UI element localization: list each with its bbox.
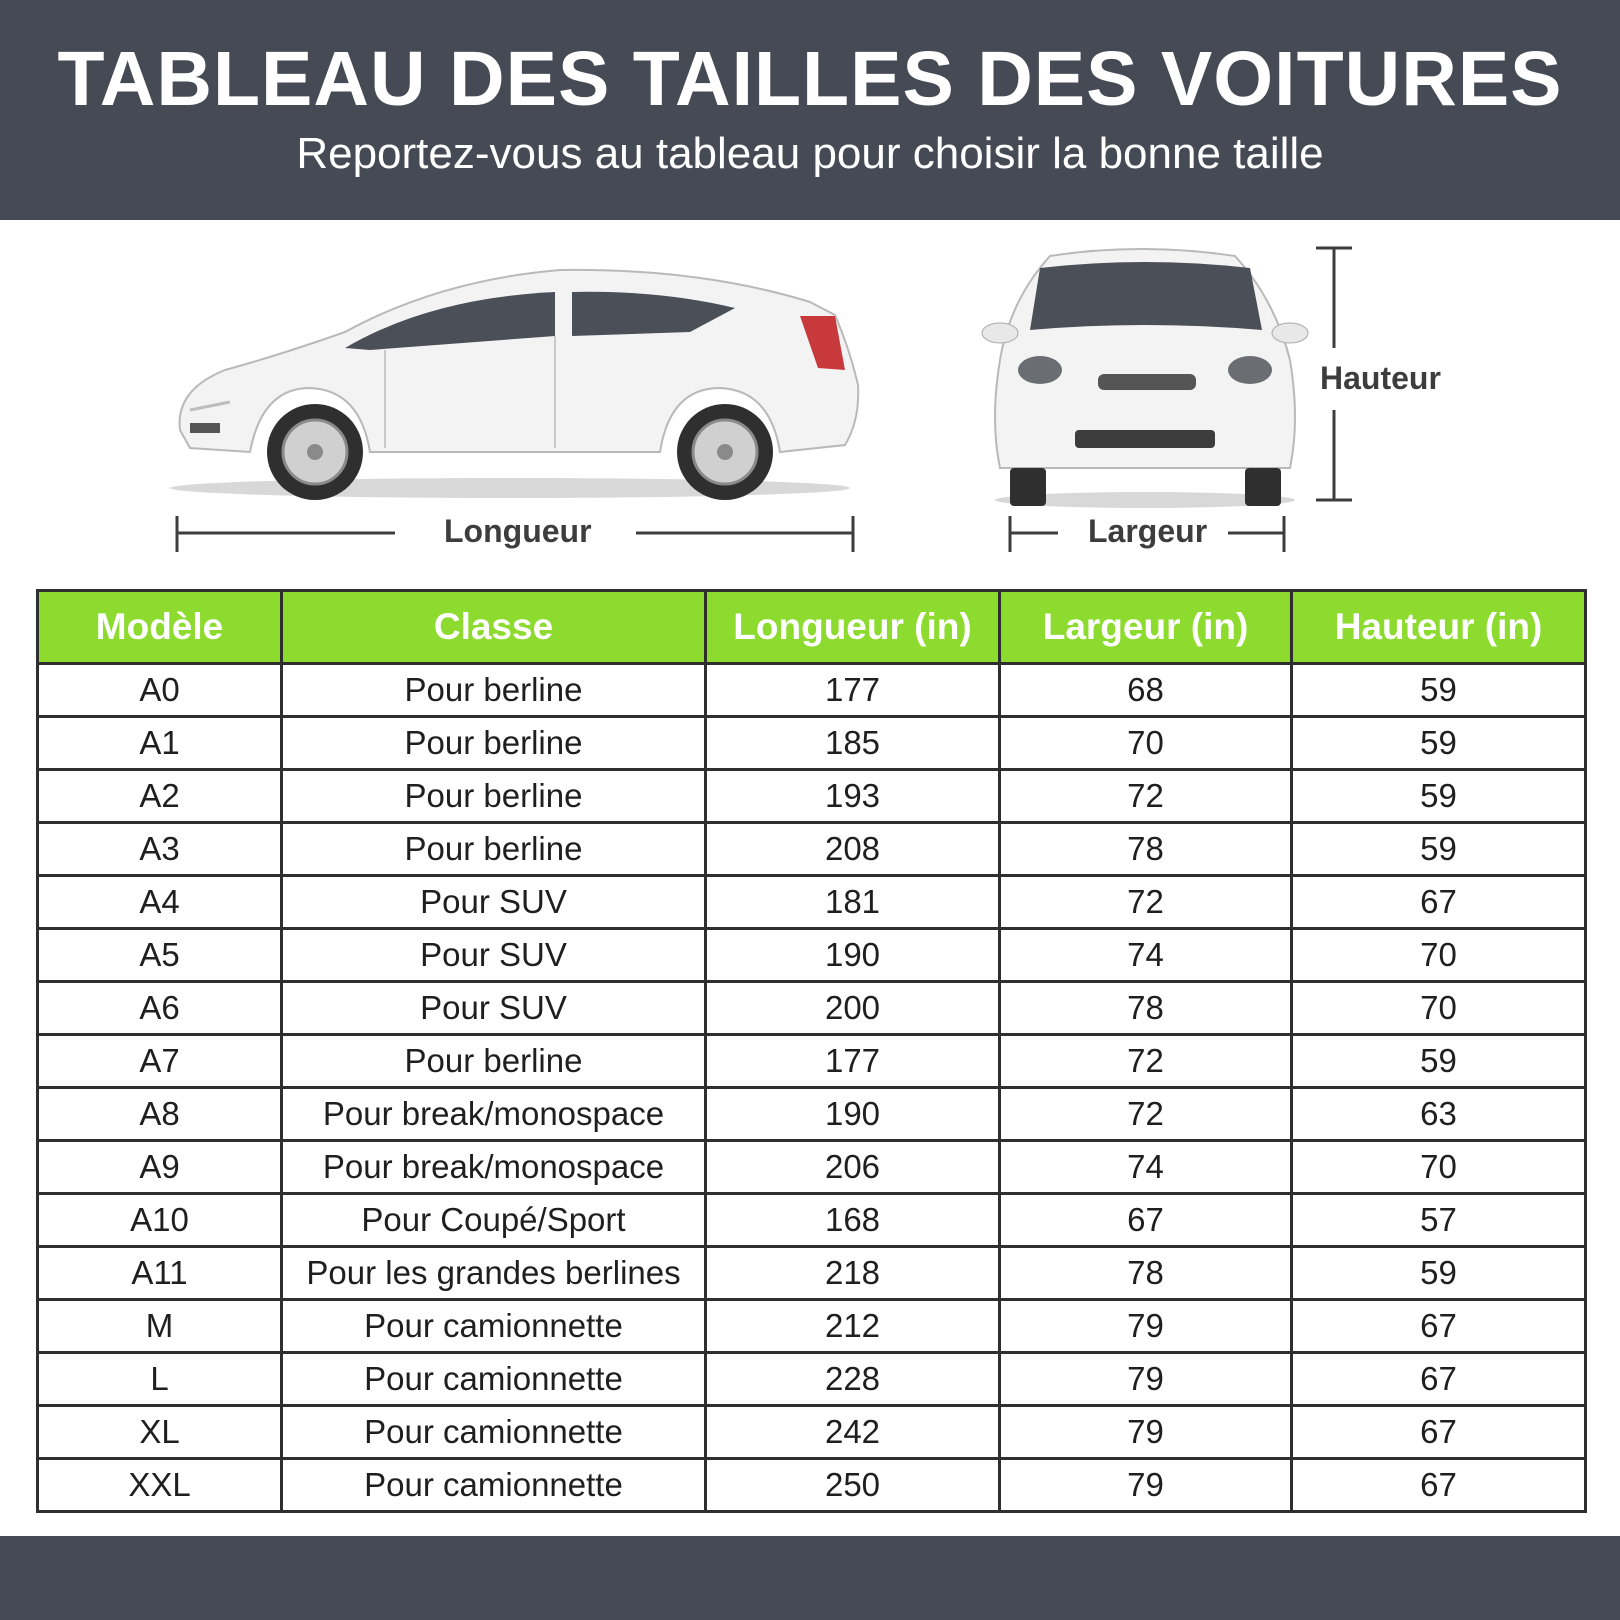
table-cell: Pour berline [282,1035,706,1088]
table-cell: 177 [706,664,1000,717]
table-cell: 67 [1292,1459,1586,1512]
table-cell: 79 [1000,1300,1292,1353]
table-cell: Pour Coupé/Sport [282,1194,706,1247]
table-cell: 228 [706,1353,1000,1406]
table-cell: 190 [706,1088,1000,1141]
table-cell: 190 [706,929,1000,982]
table-cell: 67 [1292,1353,1586,1406]
table-cell: Pour berline [282,664,706,717]
table-cell: A8 [38,1088,282,1141]
table-cell: 218 [706,1247,1000,1300]
table-cell: 74 [1000,1141,1292,1194]
table-cell: 59 [1292,1035,1586,1088]
column-header: Modèle [38,591,282,664]
table-cell: 72 [1000,1088,1292,1141]
table-cell: A3 [38,823,282,876]
page-subtitle: Reportez-vous au tableau pour choisir la bonne taille [296,129,1324,178]
column-header: Longueur (in) [706,591,1000,664]
table-cell: A1 [38,717,282,770]
table-cell: 250 [706,1459,1000,1512]
table-cell: Pour break/monospace [282,1088,706,1141]
table-cell: 67 [1292,876,1586,929]
car-illustration-svg [0,220,1620,580]
table-cell: 181 [706,876,1000,929]
table-cell: 59 [1292,1247,1586,1300]
table-row [38,823,1586,876]
table-cell: 78 [1000,1247,1292,1300]
table-row [38,1459,1586,1512]
width-label: Largeur [1078,513,1217,550]
table-cell: L [38,1353,282,1406]
table-cell: Pour SUV [282,929,706,982]
table-cell: XXL [38,1459,282,1512]
footer-bar [0,1536,1620,1620]
height-label: Hauteur [1310,360,1451,397]
table-cell: 206 [706,1141,1000,1194]
table-cell: 68 [1000,664,1292,717]
table-cell: M [38,1300,282,1353]
table-cell: 78 [1000,982,1292,1035]
table-cell: Pour camionnette [282,1406,706,1459]
table-cell: Pour camionnette [282,1300,706,1353]
table-cell: Pour camionnette [282,1459,706,1512]
column-header: Hauteur (in) [1292,591,1586,664]
table-cell: Pour berline [282,823,706,876]
table-cell: 79 [1000,1406,1292,1459]
table-cell: Pour break/monospace [282,1141,706,1194]
table-body [38,664,1586,1512]
table-cell: A10 [38,1194,282,1247]
table-cell: Pour les grandes berlines [282,1247,706,1300]
table-row [38,664,1586,717]
table-row [38,1406,1586,1459]
table-cell: Pour SUV [282,876,706,929]
table-cell: Pour camionnette [282,1353,706,1406]
table-row [38,1141,1586,1194]
table-cell: 72 [1000,770,1292,823]
size-table [36,589,1587,1513]
table-cell: 242 [706,1406,1000,1459]
table-cell: 70 [1292,982,1586,1035]
table-cell: A6 [38,982,282,1035]
table-row [38,1353,1586,1406]
table-cell: 212 [706,1300,1000,1353]
table-cell: A9 [38,1141,282,1194]
table-cell: 78 [1000,823,1292,876]
table-cell: 72 [1000,1035,1292,1088]
table-row [38,1088,1586,1141]
table-cell: 79 [1000,1459,1292,1512]
table-cell: A2 [38,770,282,823]
table-cell: Pour berline [282,717,706,770]
table-row [38,770,1586,823]
table-cell: A0 [38,664,282,717]
car-dimensions-illustration [0,220,1620,580]
table-cell: 67 [1000,1194,1292,1247]
table-cell: A5 [38,929,282,982]
table-row [38,982,1586,1035]
table-cell: 168 [706,1194,1000,1247]
page-title: TABLEAU DES TAILLES DES VOITURES [57,36,1563,122]
table-cell: 59 [1292,823,1586,876]
table-header-row [38,591,1586,664]
table-cell: 185 [706,717,1000,770]
table-row [38,1035,1586,1088]
table-cell: 67 [1292,1406,1586,1459]
table-cell: A7 [38,1035,282,1088]
table-row [38,717,1586,770]
table-cell: 70 [1292,929,1586,982]
table-cell: XL [38,1406,282,1459]
table-row [38,929,1586,982]
length-label: Longueur [434,513,602,550]
table-cell: 208 [706,823,1000,876]
table-cell: A4 [38,876,282,929]
car-front-view-icon [982,249,1308,508]
table-row [38,1194,1586,1247]
car-side-view-icon [170,270,858,500]
table-cell: 63 [1292,1088,1586,1141]
table-cell: 70 [1000,717,1292,770]
table-cell: 59 [1292,717,1586,770]
table-cell: 79 [1000,1353,1292,1406]
table-cell: A11 [38,1247,282,1300]
table-cell: 70 [1292,1141,1586,1194]
table-cell: 193 [706,770,1000,823]
table-cell: 59 [1292,664,1586,717]
table-cell: 67 [1292,1300,1586,1353]
column-header: Largeur (in) [1000,591,1292,664]
table-cell: 59 [1292,770,1586,823]
table-cell: 200 [706,982,1000,1035]
table-cell: Pour berline [282,770,706,823]
table-cell: Pour SUV [282,982,706,1035]
table-cell: 72 [1000,876,1292,929]
table-cell: 177 [706,1035,1000,1088]
column-header: Classe [282,591,706,664]
table-row [38,876,1586,929]
header-banner [0,0,1620,220]
table-cell: 57 [1292,1194,1586,1247]
table-row [38,1300,1586,1353]
table-row [38,1247,1586,1300]
table-cell: 74 [1000,929,1292,982]
